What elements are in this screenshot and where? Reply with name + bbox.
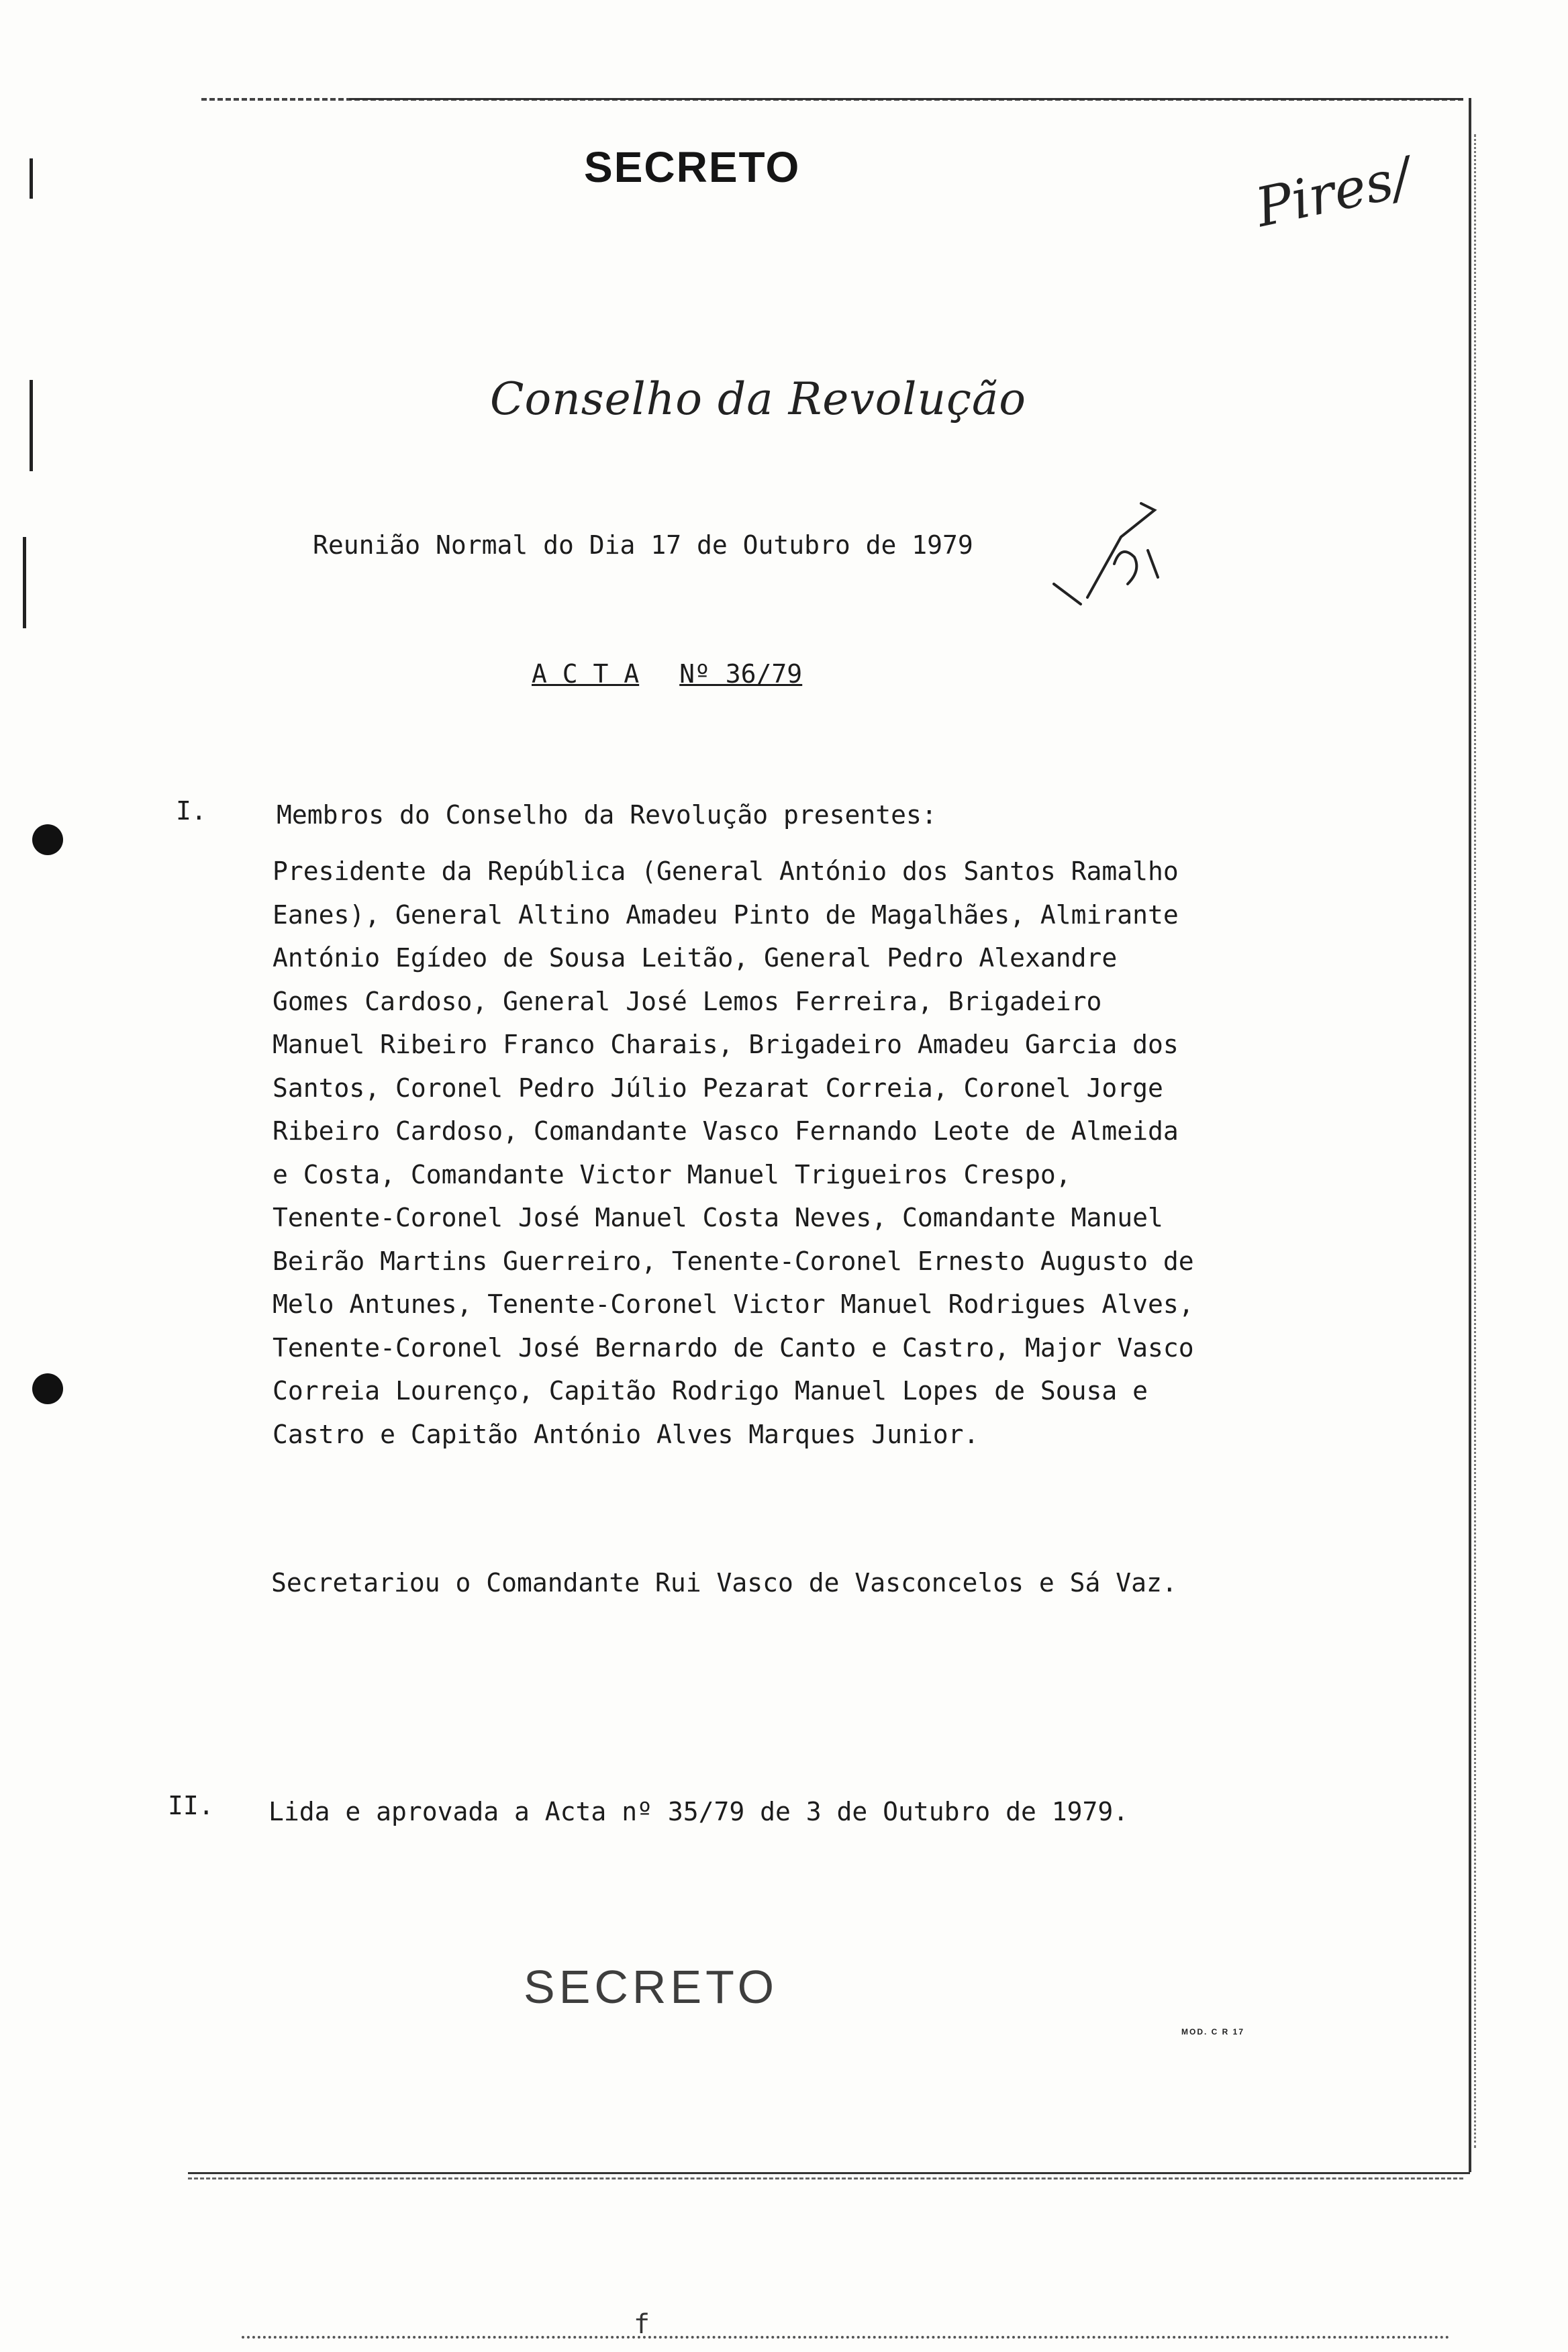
secret-stamp-bottom: SECRETO — [524, 1961, 779, 2013]
margin-mark — [30, 380, 33, 471]
margin-mark — [30, 158, 33, 199]
handwritten-initials: Pires/ — [1250, 145, 1417, 240]
punch-hole — [32, 824, 63, 855]
acta-label: A C T A — [532, 659, 640, 689]
scan-border-bottom-dash — [188, 2177, 1463, 2179]
section-1-number: I. — [176, 796, 207, 826]
meeting-line: Reunião Normal do Dia 17 de Outubro de 1979 — [313, 530, 973, 560]
secretary-line: Secretariou o Comandante Rui Vasco de Vasconcelos e Sá Vaz. — [271, 1568, 1177, 1598]
scan-border-right-dots — [1474, 134, 1476, 2148]
members-list: Presidente da República (General António dos Santos Ramalho Eanes), General Altino Amadeu Pinto de Magalhães, Almirante António Egídeo de Sousa Leitão, General Pedro Alexandre Gomes Cardoso, General José Lemos Ferreira, Brigadeiro Manuel Ribeiro Franco Charais, Brigadeiro Amadeu Garcia dos Santos, Coronel Pedro Júlio Pezarat Correia, Coronel Jorge Ribeiro Cardoso, Comandante Vasco Fernando Leote de Almeida e Costa, Comandante Victor Manuel Trigueiros Crespo, Tenente-Coronel José Manuel Costa Neves, Comandante Manuel Beirão Martins Guerreiro, Tenente-Coronel Ernesto Augusto de Melo Antunes, Tenente-Coronel Victor Manuel Rodrigues Alves, Tenente-Coronel José Bernardo de Canto e Castro, Major Vasco Correia Lourenço, Capitão Rodrigo Manuel Lopes de Sousa e Castro e Capitão António Alves Marques Junior. — [273, 856, 1194, 1449]
acta-heading — [532, 659, 802, 689]
scan-border-bottom — [188, 2172, 1470, 2174]
scan-noise-bottom — [242, 2336, 1450, 2339]
scan-border-right — [1469, 98, 1471, 2172]
scan-border-top-line — [349, 98, 1463, 100]
signature-icon — [1040, 497, 1175, 611]
acta-number: Nº 36/79 — [679, 659, 803, 689]
secret-stamp-top: SECRETO — [584, 143, 801, 191]
approval-line: Lida e aprovada a Acta nº 35/79 de 3 de Outubro de 1979. — [268, 1797, 1129, 1826]
letterhead: Conselho da Revolução — [490, 373, 1027, 425]
margin-mark — [23, 537, 26, 628]
punch-hole — [32, 1373, 63, 1404]
members-title: Membros do Conselho da R​evolução presentes: — [277, 800, 937, 830]
form-code: MOD. C R 17 — [1181, 2027, 1245, 2037]
section-2-number: II. — [168, 1791, 214, 1820]
footer-mark: f — [634, 2309, 650, 2340]
